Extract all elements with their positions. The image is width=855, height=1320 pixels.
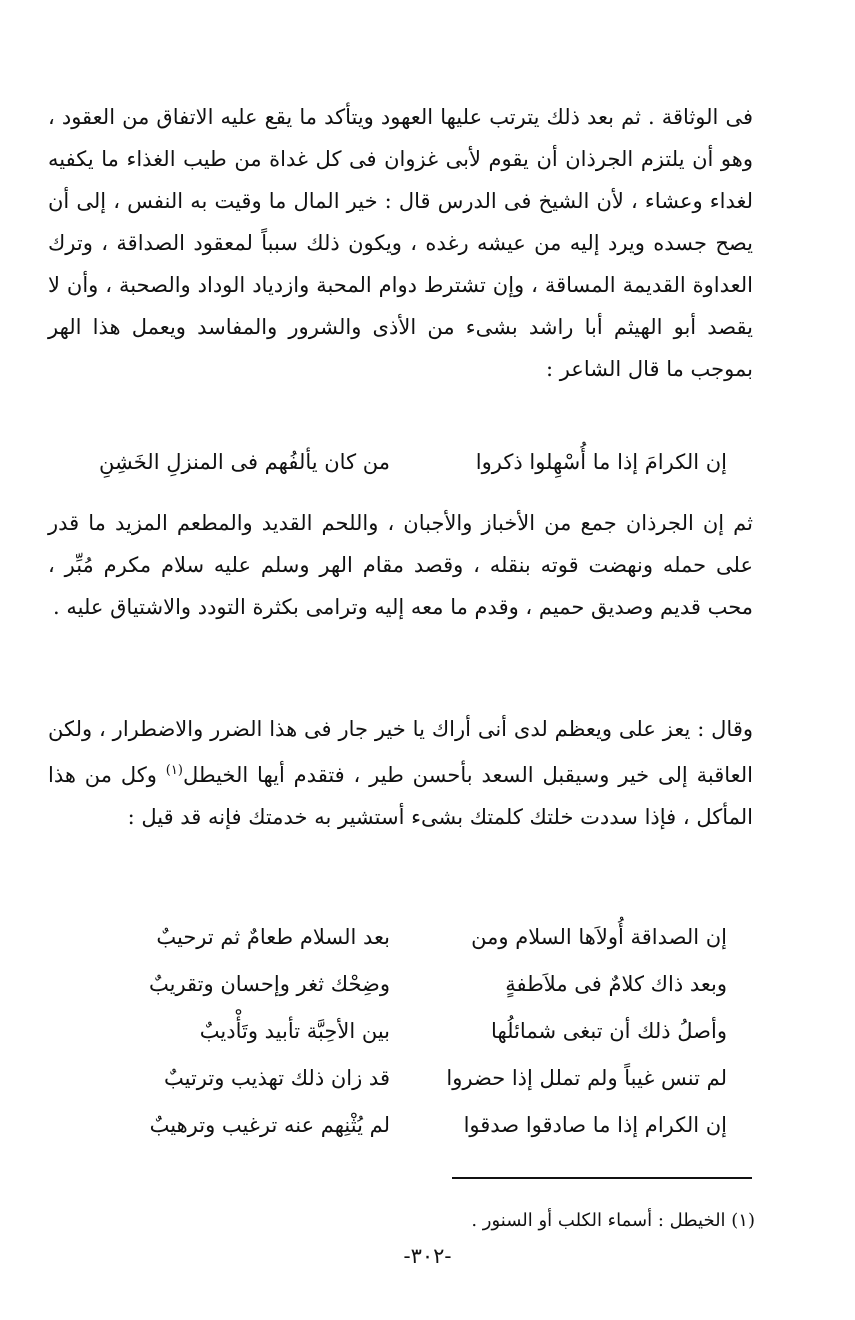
poem-line-5-right: إن الكرام إذا ما صادقوا صدقوا: [463, 1113, 727, 1137]
footnote: (١) الخيطل : أسماء الكلب أو السنور .: [471, 1210, 755, 1231]
poem-line-4-right: لم تنس غيباً ولم تملل إذا حضروا: [446, 1066, 727, 1090]
paragraph-2: [48, 502, 753, 628]
poem-line-2-left: وضِحْك ثغر وإحسان وتقريبٌ: [149, 972, 390, 996]
poem-line-3-right: وأصلُ ذلك أن تبغى شمائلُها: [491, 1019, 727, 1043]
paragraph-1-text: فى الوثاقة . ثم بعد ذلك يترتب عليها العهود ويتأكد ما يقع عليه الاتفاق من العقود ، وهو أن يلتزم الجرذان أن يقوم لأبى غزوان فى كل غداة من طيب الغذاء ما يكفيه لغداء وعشاء ، لأن الشيخ فى الدرس قال : خير المال ما وقيت به النفس ، إلى أن يصح جسده ويرد إليه من عيشه رغده ، ويكون ذلك سبباً لمعقود الصداقة ، وترك العداوة القديمة المساقة ، وإن تشترط دوام المحبة وازدياد الوداد والصحبة ، وأن لا يقصد أبو الهيثم أبا راشد بشىء من الأذى والشرور والمفاسد ويعمل هذا الهر بموجب ما قال الشاعر :: [48, 105, 753, 381]
paragraph-3: [48, 708, 753, 838]
poem-line-4-left: قد زان ذلك تهذيب وترتيبٌ: [164, 1066, 390, 1090]
poem-line-1-left: بعد السلام طعامٌ ثم ترحيبٌ: [156, 925, 390, 949]
poem-line-5-left: لم يُثْنِهم عنه ترغيب وترهيبٌ: [149, 1113, 390, 1137]
footnote-marker: (١): [165, 763, 183, 778]
page-number: -٣٠٢-: [403, 1244, 452, 1268]
paragraph-1: [48, 96, 753, 390]
verse-1-right-hemistich: إن الكرامَ إذا ما أُسْهِلوا ذكروا: [475, 450, 727, 474]
verse-1-left-hemistich: من كان يألفُهم فى المنزلِ الخَشِنِ: [99, 450, 390, 474]
paragraph-3-part-2: وكل من هذا المأكل ، فإذا سددت خلتك كلمتك بشىء أستشير به خدمتك فإنه قد قيل :: [48, 763, 753, 829]
poem-line-1-right: إن الصداقة أُولاَها السلام ومن: [471, 925, 727, 949]
poem-line-2-right: وبعد ذاك كلامٌ فى ملاَطفةٍ: [505, 972, 727, 996]
paragraph-3-text: [48, 708, 753, 838]
paragraph-3-part-1: وقال : يعز على ويعظم لدى أنى أراك يا خير جار فى هذا الضرر والاضطرار ، ولكن العاقبة إلى خير وسيقبل السعد بأحسن طير ، فتقدم أيها الخيطل: [48, 717, 754, 787]
footnote-divider: [452, 1177, 752, 1179]
paragraph-2-text: ثم إن الجرذان جمع من الأخباز والأجبان ، واللحم القديد والمطعم المزيد ما قدر على حمله ونهضت قوته بنقله ، وقصد مقام الهر وسلم عليه سلام مكرم مُبِّر ، محب قديم وصديق حميم ، وقدم ما معه إليه وترامى بكثرة التودد والاشتياق عليه .: [48, 511, 753, 619]
poem-line-3-left: بين الأحِبَّة تأبيد وتَأْديبٌ: [199, 1019, 390, 1043]
